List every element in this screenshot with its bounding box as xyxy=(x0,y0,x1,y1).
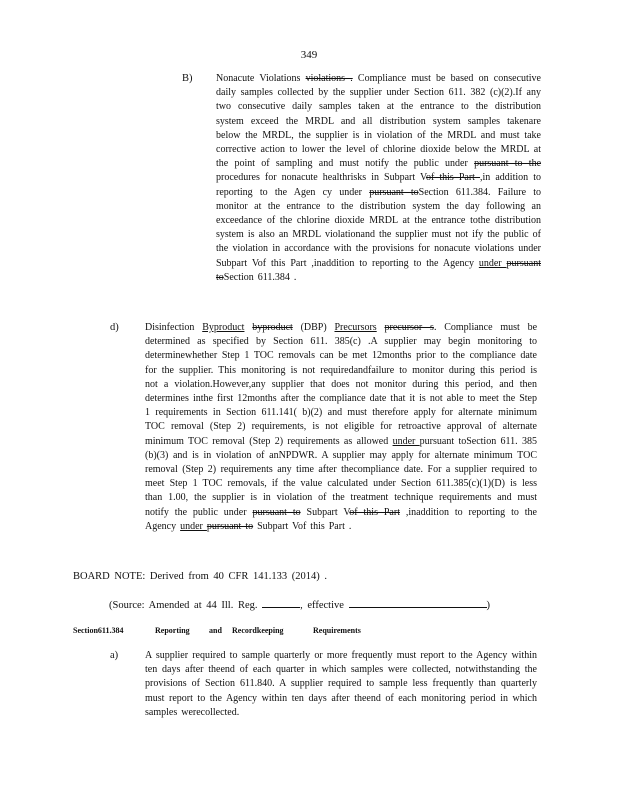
heading-word: and xyxy=(209,626,222,635)
underline-text: Precursors xyxy=(334,322,377,333)
strike-text: pursuant to xyxy=(369,186,419,198)
item-b-marker: B) xyxy=(182,73,193,84)
item-d-marker: d) xyxy=(110,322,119,333)
underline-text: under xyxy=(392,435,420,447)
heading-word: Requirements xyxy=(313,626,361,635)
underline-text: under xyxy=(478,257,507,269)
strike-text: pursuant to xyxy=(252,506,301,518)
page-number: 349 xyxy=(300,49,318,61)
strike-text: of this Part xyxy=(349,506,400,518)
section-heading xyxy=(0,626,618,638)
heading-word: Recordkeeping xyxy=(232,626,284,635)
strike-text: precursor s xyxy=(384,322,434,333)
underline-text: Byproduct xyxy=(202,322,245,333)
section-number: Section611.384 xyxy=(73,626,124,635)
strike-text: byproduct xyxy=(252,322,293,333)
heading-word: Reporting xyxy=(155,626,190,635)
strike-text: violations . xyxy=(305,73,353,84)
item-a-marker: a) xyxy=(110,650,119,661)
item-a-paragraph: A supplier required to sample quarterly or more frequently must report to the Agency within ten days after theend of each quarter in which samples were collected, notwithstanding the provisions of Section 611.840. A supplier required to sample less frequently than quarterly must report to the Agency within ten days after theend of each monitoring period in which samples werecollected. xyxy=(145,650,537,718)
strike-text: pursuant to xyxy=(216,257,541,283)
blank-line xyxy=(349,597,487,608)
board-note: BOARD NOTE: Derived from 40 CFR 141.133 (2014) . xyxy=(73,571,327,582)
underline-text: under xyxy=(180,520,207,532)
blank-line xyxy=(262,597,300,608)
strike-text: pursuant to xyxy=(206,520,254,532)
item-d-paragraph: Disinfection Byproduct byproduct (DBP) Precursors precursor s. Compliance must be determined as specified by Section 611. 385(c) .A supplier may begin monitoring to determinewhether Step 1 TOC removals can be met 12months prior to the compliance date for the supplier. This monitoring is not requiredandfailure to monitor during this period is not a violation.However,any supplier that does not monitor during this period, and then determines inthe first 12months after the compliance date that it is not able to meet the Step 1 requirements in Section 611.141( b)(2) and must therefore apply for alternate minimum TOC removal (Step 2) requirements, is not eligible for retroactive approval of alternate minimum TOC removal (Step 2) requirements as allowed under pursuant toSection 611. 385 (b)(3) and is in violation of anNPDWR. A supplier may apply for alternate minimum TOC removal (Step 2) requirements any time after thecompliance date. For a supplier required to meet Step 1 TOC removals, if the value calculated under Section 611.385(c)(1)(D) is less than 1.00, the supplier is in violation of the treatment technique requirements and must notify the public under pursuant to Subpart Vof this Part ,inaddition to reporting to the Agency under pursuant to Subpart Vof this Part . xyxy=(145,322,538,532)
source-note: (Source: Amended at 44 Ill. Reg. , effective ) xyxy=(109,597,490,611)
strike-text: of this Part xyxy=(425,172,481,184)
strike-text: pursuant to the xyxy=(474,158,542,170)
item-b-paragraph: Nonacute Violations violations . Compliance must be based on consecutive daily samples collected by the supplier under Section 611. 382 (c)(2).If any two consecutive daily samples taken at the entrance to the distribution system exceed the MRDL and all distribution system samples takenare below the MRDL, the supplier is in violation of the MRDL and must take corrective action to lower the level of chlorine dioxide below the MRDL at the point of sampling and must notify the public under pursuant to the procedures for nonacute healthrisks in Subpart Vof this Part ,in addition to reporting to the Agen cy under pursuant toSection 611.384. Failure to monitor at the entrance to the distribution system the day following an exceedance of the chlorine dioxide MRDL at the entrance tothe distribution system is also an MRDL violationand the supplier must not ify the public of the violation in accordance with the provisions for nonacute violations under Subpart Vof this Part ,inaddition to reporting to the Agency under pursuant toSection 611.384 . xyxy=(216,73,542,283)
